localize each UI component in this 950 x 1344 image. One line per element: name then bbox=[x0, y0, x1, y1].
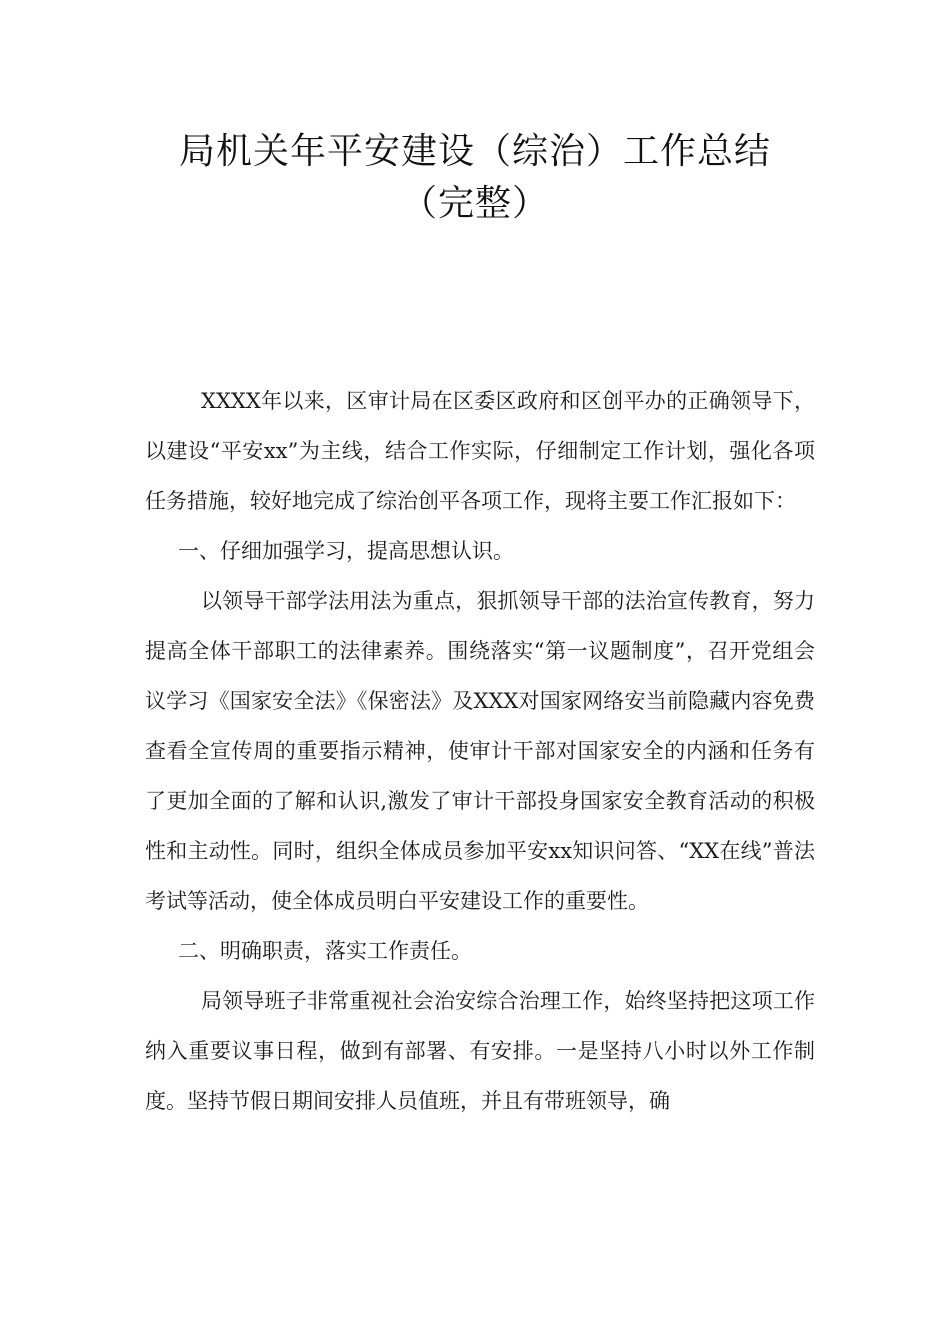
document-subtitle: （完整） bbox=[400, 183, 549, 224]
paragraph-intro: XXXX年以来，区审计局在区委区政府和区创平办的正确领导下，以建设“平安xx”为主线，结合工作实际，仔细制定工作计划，强化各项任务措施，较好地完成了综治创平各项工作，现将主要工作汇报如下： bbox=[145, 389, 815, 513]
paragraph-section-2: 局领导班子非常重视社会治安综合治理工作，始终坚持把这项工作纳入重要议事日程，做到有部署、有安排。一是坚持八小时以外工作制度。坚持节假日期间安排人员值班，并且有带班领导，确 bbox=[145, 989, 815, 1113]
document-title: 局机关年平安建设（综治）工作总结 bbox=[178, 131, 771, 172]
document-body bbox=[145, 376, 815, 1126]
section-heading-2: 二、明确职责，落实工作责任。 bbox=[178, 939, 472, 963]
paragraph-section-1: 以领导干部学法用法为重点，狠抓领导干部的法治宣传教育，努力提高全体干部职工的法律素养。围绕落实“第一议题制度”，召开党组会议学习《国家安全法》《保密法》及XXX对国家网络安当前隐藏内容免费查看全宣传周的重要指示精神，使审计干部对国家安全的内涵和任务有了更加全面的了解和认识,激发了审计干部投身国家安全教育活动的积极性和主动性。同时，组织全体成员参加平安xx知识问答、“XX在线”普法考试等活动，使全体成员明白平安建设工作的重要性。 bbox=[145, 589, 815, 913]
section-heading-1: 一、仔细加强学习，提高思想认识。 bbox=[178, 539, 514, 563]
